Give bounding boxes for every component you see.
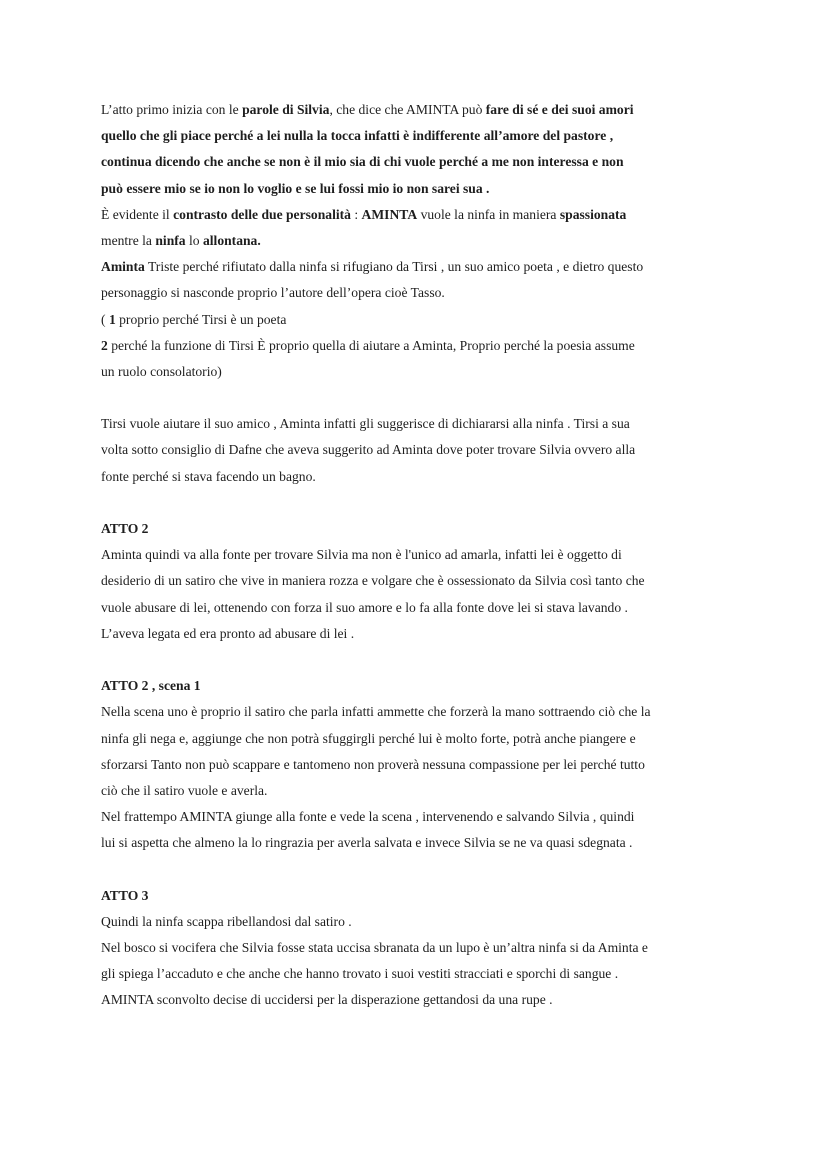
text: lo bbox=[185, 232, 203, 248]
act1-line-2 bbox=[101, 123, 741, 149]
paragraph-gap bbox=[101, 385, 741, 411]
text: L’atto primo inizia con le bbox=[101, 102, 243, 117]
text: Quindi la ninfa scappa ribellandosi dal satiro . bbox=[101, 913, 352, 929]
act3-line-3 bbox=[101, 961, 741, 987]
text: mentre la bbox=[101, 232, 156, 248]
text: vuole la ninfa in maniera bbox=[417, 206, 560, 222]
text: personaggio si nasconde proprio l’autore dell’opera cioè Tasso. bbox=[101, 285, 445, 301]
paragraph-gap bbox=[101, 647, 741, 673]
text: lui si aspetta che almeno la lo ringrazia per averla salvata e invece Silvia se ne va quasi sdegnata . bbox=[101, 835, 633, 851]
text: vuole abusare di lei, ottenendo con forza il suo amore e lo fa alla fonte dove lei si stava lavando . bbox=[101, 599, 628, 615]
act2-scene1-line-3 bbox=[101, 752, 741, 778]
bold-text: spassionata bbox=[559, 206, 627, 222]
text: proprio perché Tirsi è un poeta bbox=[115, 311, 287, 327]
text: gli spiega l’accaduto e che anche che hanno trovato i suoi vestiti stracciati e sporchi di sangue . bbox=[101, 966, 619, 982]
bold-text: 1 bbox=[108, 311, 116, 327]
text: È evidente il bbox=[101, 206, 174, 222]
act1-line-1 bbox=[101, 97, 741, 123]
bold-text: quello che gli piace perché a lei nulla la tocca infatti è indifferente all’amore del pastore , bbox=[101, 128, 614, 144]
act1-line-8 bbox=[101, 280, 741, 306]
act2-line-3 bbox=[101, 595, 741, 621]
text: AMINTA sconvolto decise di uccidersi per la disperazione gettandosi da una rupe . bbox=[101, 992, 553, 1008]
text: desiderio di un satiro che vive in maniera rozza e volgare che è ossessionato da Silvia così tanto che bbox=[101, 573, 645, 589]
text: volta sotto consiglio di Dafne che aveva suggerito ad Aminta dove poter trovare Silvia ovvero alla bbox=[101, 442, 636, 458]
act1-line-9 bbox=[101, 307, 741, 333]
bold-text: AMINTA bbox=[361, 206, 418, 222]
act1-p2-line-3 bbox=[101, 464, 741, 490]
act1-p2-line-2 bbox=[101, 437, 741, 463]
text: Nel frattempo AMINTA giunge alla fonte e vede la scena , intervenendo e salvando Silvia , quindi bbox=[101, 809, 635, 825]
text: Aminta quindi va alla fonte per trovare Silvia ma non è l'unico ad amarla, infatti lei è oggetto di bbox=[101, 547, 622, 563]
text: fonte perché si stava facendo un bagno. bbox=[101, 468, 316, 484]
act2-scene1-line-4 bbox=[101, 778, 741, 804]
act3-line-2 bbox=[101, 935, 741, 961]
act1-line-5 bbox=[101, 202, 741, 228]
text: Nella scena uno è proprio il satiro che parla infatti ammette che forzerà la mano sottraendo ciò che la bbox=[101, 704, 651, 720]
act1-line-10 bbox=[101, 333, 741, 359]
act2-scene1-line-2 bbox=[101, 726, 741, 752]
bold-text: Aminta bbox=[101, 259, 145, 275]
text: perché la funzione di Tirsi È proprio quella di aiutare a Aminta, Proprio perché la poesia assume bbox=[107, 337, 635, 353]
text: Nel bosco si vocifera che Silvia fosse stata uccisa sbranata da un lupo è un’altra ninfa si da Aminta e bbox=[101, 940, 648, 955]
bold-text: può essere mio se io non lo voglio e se lui fossi mio io non sarei sua . bbox=[101, 180, 490, 196]
act1-line-7 bbox=[101, 254, 741, 280]
text: ( bbox=[101, 311, 109, 327]
act3-line-4 bbox=[101, 987, 741, 1013]
act3-heading: ATTO 3 bbox=[101, 887, 149, 903]
act2-line-4 bbox=[101, 621, 741, 647]
paragraph-gap bbox=[101, 490, 741, 516]
act1-p2-line-1 bbox=[101, 411, 741, 437]
act2-scene1-line-1 bbox=[101, 699, 741, 725]
document-body bbox=[101, 97, 741, 1014]
text: L’aveva legata ed era pronto ad abusare di lei . bbox=[101, 625, 355, 641]
text: ciò che il satiro vuole e averla. bbox=[101, 782, 268, 798]
text: ninfa gli nega e, aggiunge che non potrà sfuggirgli perché lui è molto forte, potrà anche piangere e bbox=[101, 730, 636, 746]
bold-text: fare di sé e dei suoi amori bbox=[485, 102, 634, 117]
bold-text: contrasto delle due personalità bbox=[173, 206, 351, 222]
text: , che dice che AMINTA può bbox=[329, 102, 486, 117]
act2-scene1-line-5 bbox=[101, 804, 741, 830]
bold-text: ninfa bbox=[155, 232, 186, 248]
act2-scene1-heading: ATTO 2 , scena 1 bbox=[101, 678, 201, 694]
text: : bbox=[350, 206, 362, 222]
act2-line-2 bbox=[101, 568, 741, 594]
act2-heading: ATTO 2 bbox=[101, 521, 149, 536]
act1-line-6 bbox=[101, 228, 741, 254]
act1-line-11 bbox=[101, 359, 741, 385]
act2-scene1-line-6 bbox=[101, 830, 741, 856]
text: sforzarsi Tanto non può scappare e tantomeno non proverà nessuna compassione per lei perché tutto bbox=[101, 756, 645, 772]
bold-text: parole di Silvia bbox=[242, 102, 330, 117]
act3-line-1 bbox=[101, 909, 741, 935]
text: un ruolo consolatorio) bbox=[101, 363, 222, 379]
act1-line-4 bbox=[101, 176, 741, 202]
paragraph-gap bbox=[101, 856, 741, 882]
act1-line-3 bbox=[101, 149, 741, 175]
bold-text: allontana. bbox=[202, 232, 261, 248]
bold-text: continua dicendo che anche se non è il mio sia di chi vuole perché a me non interessa e non bbox=[101, 154, 624, 170]
act2-line-1 bbox=[101, 542, 741, 568]
text: Triste perché rifiutato dalla ninfa si rifugiano da Tirsi , un suo amico poeta , e dietro questo bbox=[144, 259, 644, 275]
text: Tirsi vuole aiutare il suo amico , Aminta infatti gli suggerisce di dichiararsi alla ninfa . Tirsi a sua bbox=[101, 416, 630, 432]
bold-text: 2 bbox=[101, 337, 108, 353]
